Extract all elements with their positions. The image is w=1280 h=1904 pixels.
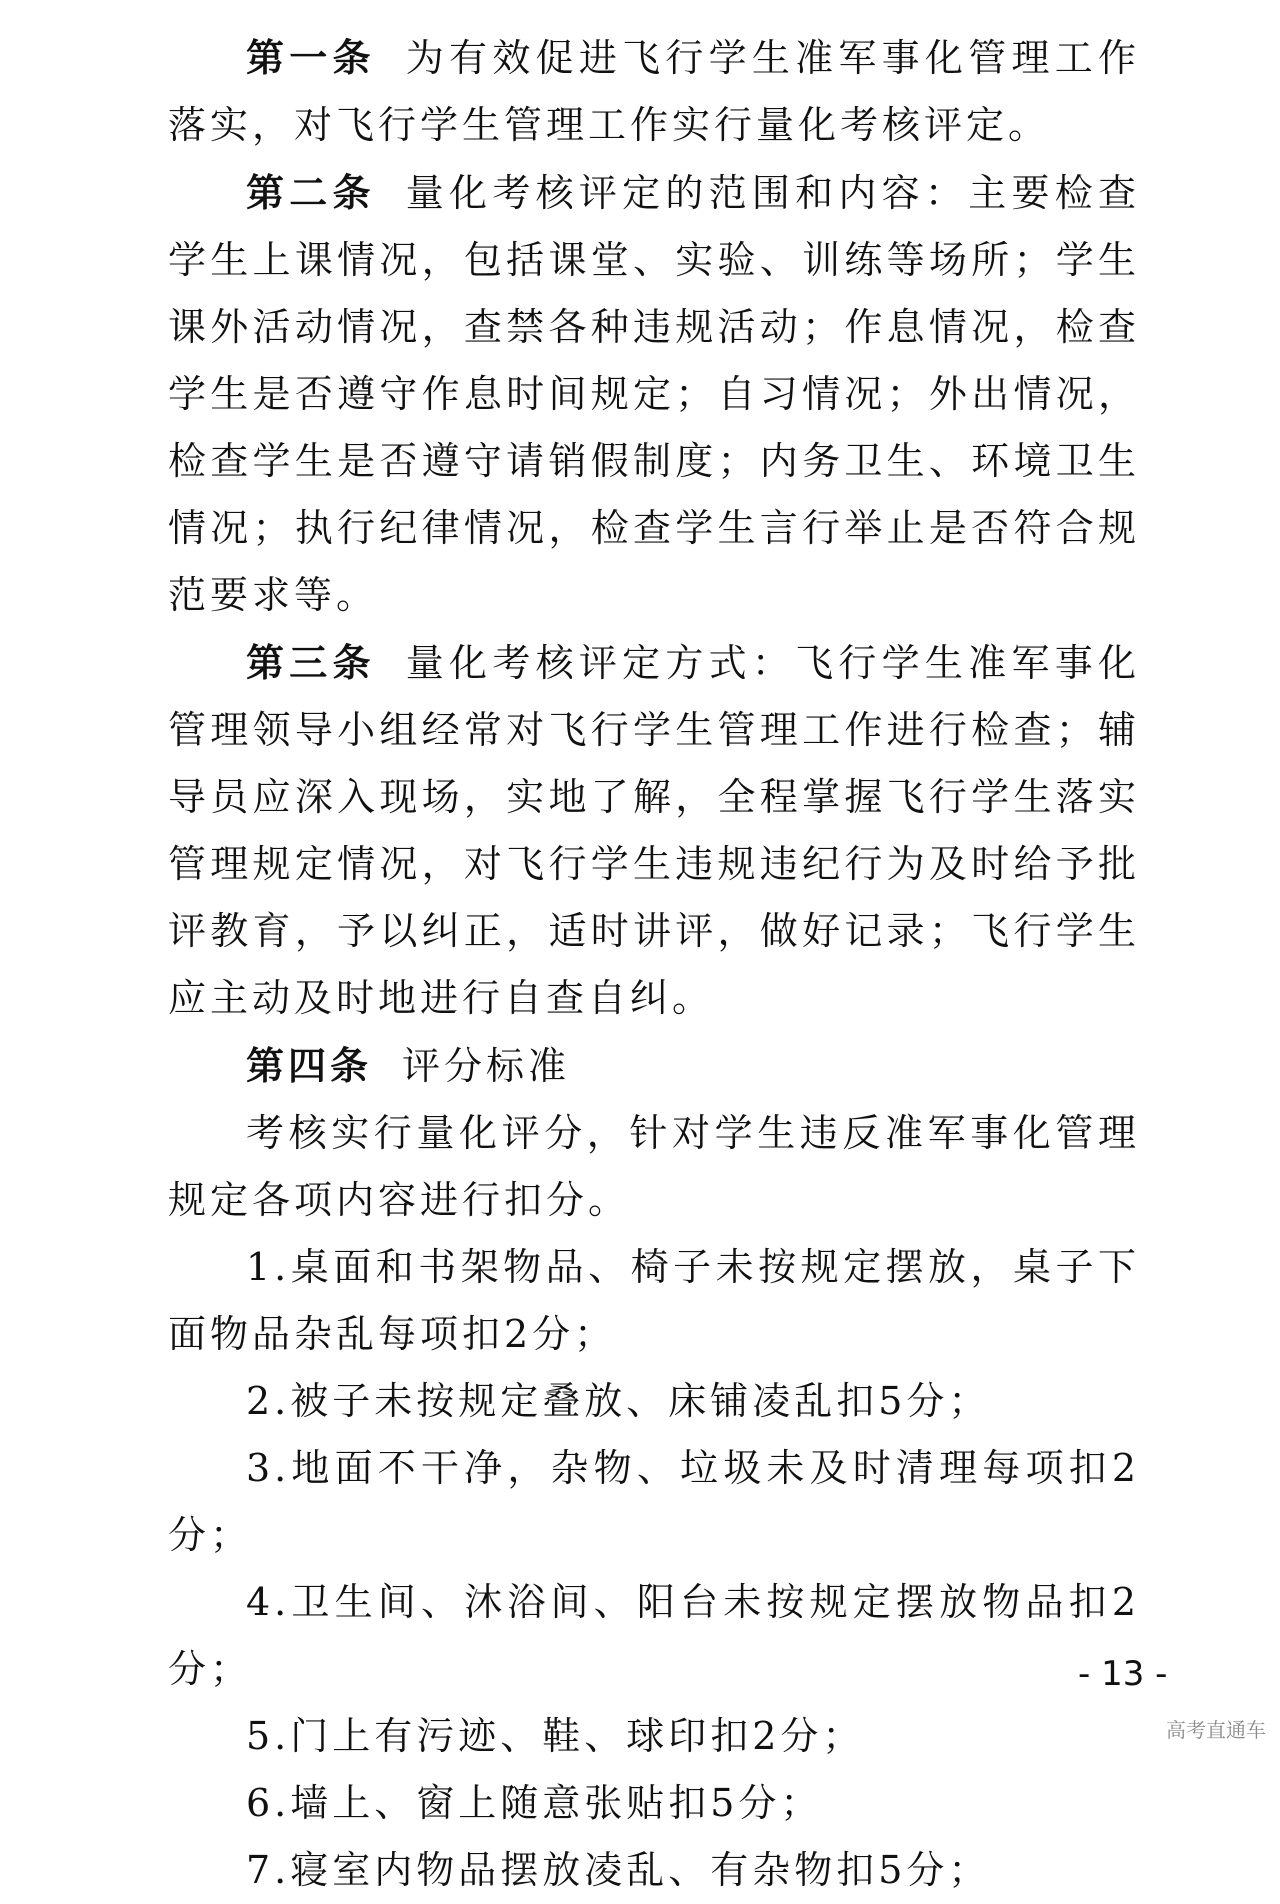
article-4-text: 评分标准: [402, 1044, 571, 1088]
watermark-text: 高考直通车: [1166, 1718, 1266, 1742]
article-3-text: 量化考核评定方式：飞行学生准军事化管理领导小组经常对飞行学生管理工作进行检查；辅导员应深入现场，实地了解，全程掌握飞行学生落实管理规定情况，对飞行学生违规违纪行为及时给予批评教育，予以纠正，适时讲评，做好记录；飞行学生应主动及时地进行自查自纠。: [168, 641, 1140, 1020]
scoring-item-6: 6.墙上、窗上随意张贴扣5分；: [246, 1781, 823, 1825]
scoring-item-7: 7.寝室内物品摆放凌乱、有杂物扣5分；: [246, 1848, 991, 1892]
article-1-text: 为有效促进飞行学生准军事化管理工作落实，对飞行学生管理工作实行量化考核评定。: [168, 36, 1140, 147]
scoring-item-2: 2.被子未按规定叠放、床铺凌乱扣5分；: [246, 1379, 991, 1423]
scoring-intro: 考核实行量化评分，针对学生违反准军事化管理规定各项内容进行扣分。: [168, 1111, 1140, 1222]
article-1: [168, 24, 1140, 159]
scoring-item-4: 4.卫生间、沐浴间、阳台未按规定摆放物品扣2分；: [168, 1580, 1140, 1691]
article-2-text: 量化考核评定的范围和内容：主要检查学生上课情况，包括课堂、实验、训练等场所；学生课外活动情况，查禁各种违规活动；作息情况，检查学生是否遵守作息时间规定；自习情况；外出情况，检查学生是否遵守请销假制度；内务卫生、环境卫生情况；执行纪律情况，检查学生言行举止是否符合规范要求等。: [168, 171, 1140, 617]
page-number: - 13 -: [1078, 1654, 1168, 1694]
article-1-heading: 第一条: [246, 35, 376, 80]
article-2: [168, 159, 1140, 629]
article-4: [168, 1032, 1140, 1100]
article-4-heading: 第四条: [246, 1043, 373, 1088]
scoring-item-1: 1.桌面和书架物品、椅子未按规定摆放，桌子下面物品杂乱每项扣2分；: [168, 1245, 1140, 1356]
scoring-item-5: 5.门上有污迹、鞋、球印扣2分；: [246, 1714, 865, 1758]
article-2-heading: 第二条: [246, 170, 376, 215]
scoring-item-3: 3.地面不干净，杂物、垃圾未及时清理每项扣2分；: [168, 1446, 1140, 1557]
article-3-heading: 第三条: [246, 640, 376, 685]
article-3: [168, 629, 1140, 1032]
